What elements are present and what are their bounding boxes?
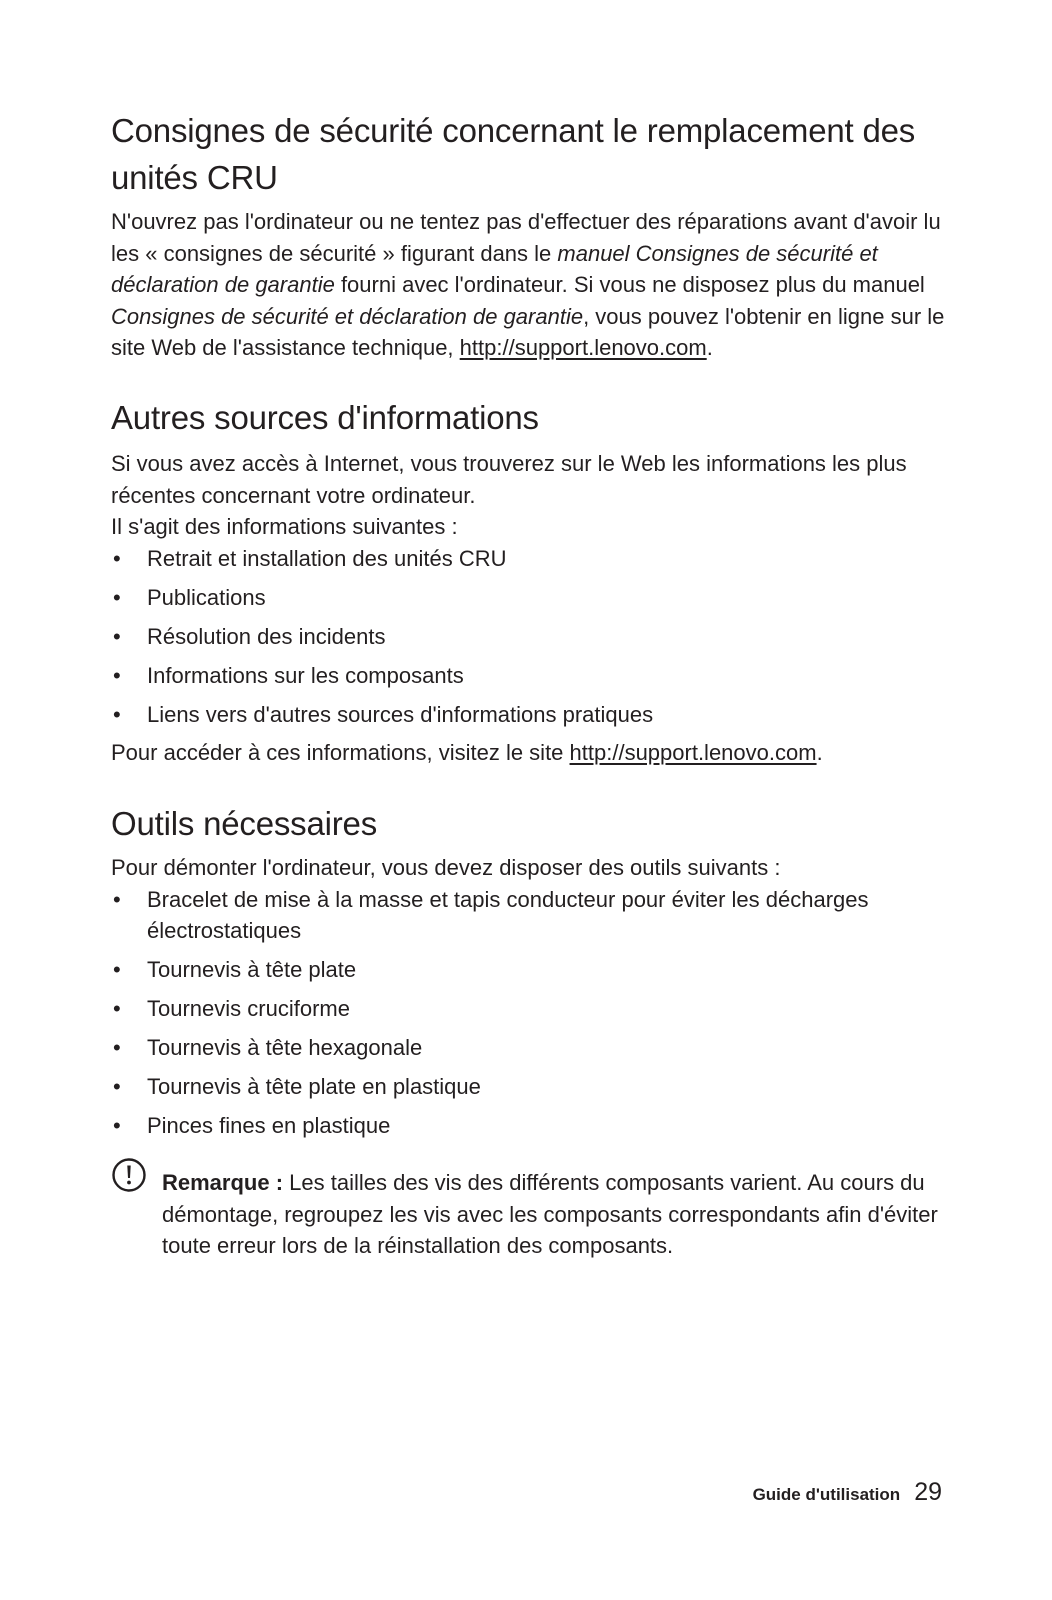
list-item — [111, 543, 951, 575]
list-item-text: Tournevis à tête plate en plastique — [147, 1074, 481, 1099]
bullet: • — [113, 701, 121, 727]
page-footer — [630, 1478, 942, 1507]
list-item-text: Pinces fines en plastique — [147, 1113, 391, 1138]
list-item — [111, 993, 951, 1025]
list-item-text: Retrait et installation des unités CRU — [147, 545, 507, 571]
tools-intro: Pour démonter l'ordinateur, vous devez disposer des outils suivants : — [111, 855, 781, 880]
bullet: • — [113, 1035, 121, 1060]
list-item — [111, 699, 951, 731]
bullet: • — [113, 957, 121, 982]
section-title-other-sources: Autres sources d'informations — [111, 399, 539, 436]
bullet: • — [113, 1113, 121, 1138]
outro-text: Pour accéder à ces informations, visitez le site — [111, 740, 570, 765]
footer-guide-label: Guide d'utilisation — [752, 1485, 901, 1504]
tools-body — [111, 852, 951, 1149]
note-body: Les tailles des vis des différents composants varient. Au cours du démontage, regroupez les vis avec les composants correspondants afin d'éviter toute erreur lors de la réinstallation des composants. — [162, 1170, 938, 1258]
list-item — [111, 660, 951, 692]
list-item-text: Tournevis à tête hexagonale — [147, 1035, 423, 1060]
bullet: • — [113, 662, 121, 688]
list-item-text: Publications — [147, 584, 266, 610]
bullet: • — [113, 1074, 121, 1099]
list-item-text: Informations sur les composants — [147, 662, 464, 688]
support-link[interactable]: http://support.lenovo.com — [459, 335, 707, 360]
bullet: • — [113, 886, 121, 912]
list-item-text: Bracelet de mise à la masse et tapis conducteur pour éviter les décharges électrostatiques — [147, 886, 869, 943]
list-item-text: Liens vers d'autres sources d'informations pratiques — [147, 701, 654, 727]
list-item — [111, 1071, 951, 1103]
list-item — [111, 884, 951, 947]
safety-text-part: fourni avec l'ordinateur. Si vous ne disposez plus du manuel — [334, 272, 925, 297]
list-item-text: Tournevis à tête plate — [147, 957, 357, 982]
safety-text-end: . — [706, 335, 713, 360]
safety-paragraph — [111, 206, 951, 364]
list-item — [111, 954, 951, 986]
safety-manual-title: manuel Consignes de sécurité et déclaration de garantie — [111, 240, 878, 297]
other-sources-intro-2: Il s'agit des informations suivantes : — [111, 514, 458, 539]
bullet: • — [113, 623, 121, 649]
support-link[interactable]: http://support.lenovo.com — [569, 740, 817, 765]
other-sources-outro — [111, 737, 951, 769]
list-item — [111, 582, 951, 614]
list-item-text: Tournevis cruciforme — [147, 996, 350, 1021]
safety-text-part: , vous pouvez l'obtenir en ligne sur le site Web de l'assistance technique, — [111, 303, 945, 360]
page-number: 29 — [914, 1478, 942, 1506]
safety-text — [111, 206, 951, 364]
safety-manual-title: Consignes de sécurité et déclaration de garantie — [111, 303, 584, 329]
list-item — [111, 1032, 951, 1064]
tools-list — [111, 884, 951, 1142]
note-label: Remarque : — [162, 1170, 284, 1195]
other-sources-intro: Si vous avez accès à Internet, vous trouverez sur le Web les informations les plus récentes concernant votre ordinateur. — [111, 451, 907, 508]
bullet: • — [113, 584, 121, 610]
list-item-text: Résolution des incidents — [147, 623, 386, 649]
list-item — [111, 1110, 951, 1142]
safety-text-part: N'ouvrez pas l'ordinateur ou ne tentez pas d'effectuer des réparations avant d'avoir lu les « consignes de sécurité » figurant dans le — [111, 209, 941, 266]
outro-end: . — [816, 740, 823, 765]
note-box — [111, 1152, 951, 1262]
bullet: • — [113, 545, 121, 571]
section-title-tools: Outils nécessaires — [111, 805, 378, 842]
section-title-safety: Consignes de sécurité concernant le remplacement des unités CRU — [111, 112, 916, 196]
list-item — [111, 621, 951, 653]
exclamation-circle-icon — [111, 1157, 147, 1193]
note-text — [162, 1152, 951, 1262]
other-sources-body — [111, 448, 951, 769]
info-list — [111, 543, 951, 731]
bullet: • — [113, 996, 121, 1021]
